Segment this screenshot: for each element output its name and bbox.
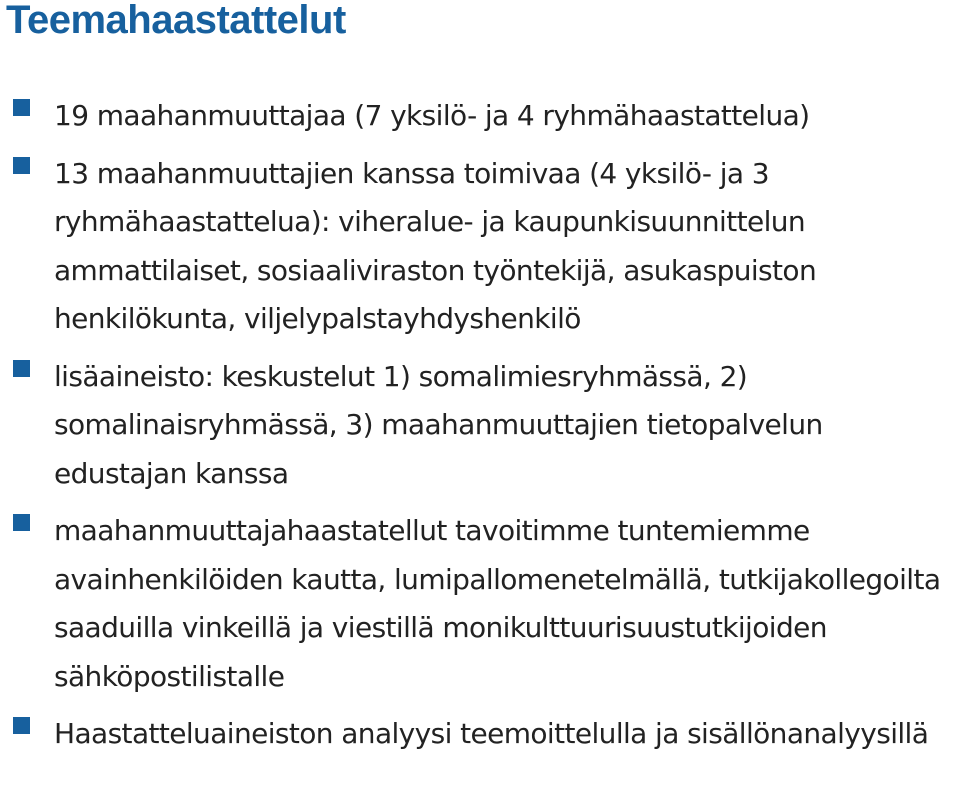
bullet-item [0,150,960,344]
square-bullet-icon [13,99,30,116]
square-bullet-icon [13,514,30,531]
square-bullet-icon [13,717,30,734]
bullet-item [0,92,960,141]
bullet-list [0,92,960,768]
square-bullet-icon [13,360,30,377]
bullet-text: lisäaineisto: keskustelut 1) somalimiesryhmässä, 2) somalinaisryhmässä, 3) maahanmuuttajien tietopalvelun edustajan kanssa [54,359,823,490]
bullet-text: 19 maahanmuuttajaa (7 yksilö- ja 4 ryhmähaastattelua) [54,99,810,132]
bullet-item [0,710,960,759]
bullet-text: maahanmuuttajahaastatellut tavoitimme tuntemiemme avainhenkilöiden kautta, lumipallomenetelmällä, tutkijakollegoilta saaduilla vinkeillä ja viestillä monikulttuurisuustutkijoiden sähköpostilistalle [54,514,941,693]
bullet-text: Haastatteluaineiston analyysi teemoittelulla ja sisällönanalyysillä [54,717,929,750]
slide-title: Teemahaastattelut [6,0,346,42]
bullet-item [0,507,960,701]
bullet-item [0,353,960,499]
bullet-text: 13 maahanmuuttajien kanssa toimivaa (4 yksilö- ja 3 ryhmähaastattelua): viheralue- ja kaupunkisuunnittelun ammattilaiset, sosiaaliviraston työntekijä, asukaspuiston henkilökunta, viljelypalstayhdyshenkilö [54,156,817,335]
square-bullet-icon [13,157,30,174]
